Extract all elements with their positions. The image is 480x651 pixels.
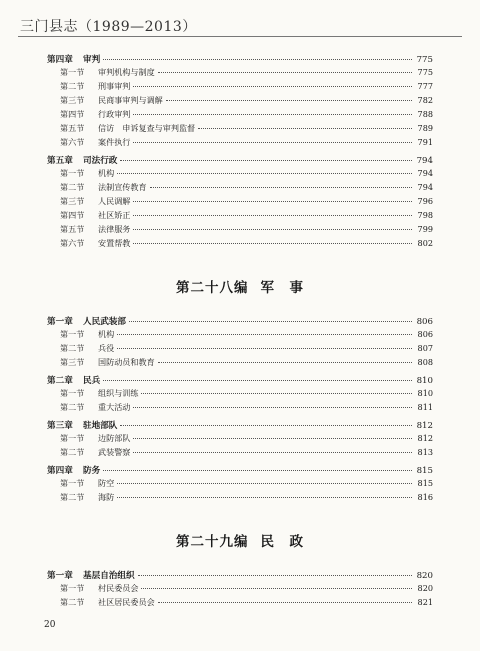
dot-leader — [158, 72, 412, 73]
page-ref: 802 — [417, 238, 433, 248]
section-title: 信访 申诉复查与审判监督 — [98, 123, 196, 133]
section-title: 海防 — [98, 492, 115, 502]
section-title: 法律服务 — [98, 224, 131, 234]
page-ref: 794 — [417, 182, 433, 192]
dot-leader — [117, 173, 412, 174]
page-ref: 810 — [416, 376, 433, 386]
section-number: 第二节 — [60, 492, 85, 502]
part-label: 第二十九编 — [176, 534, 249, 550]
page-ref: 811 — [417, 402, 433, 412]
page-ref: 794 — [416, 156, 433, 166]
header-rule — [18, 36, 462, 37]
page-ref: 806 — [416, 317, 433, 327]
page-ref: 808 — [417, 357, 433, 367]
section-title: 人民调解 — [98, 196, 131, 206]
page-ref: 820 — [416, 571, 433, 581]
page-ref: 815 — [417, 478, 433, 488]
chapter-number: 第二章 — [47, 376, 73, 386]
page-ref: 820 — [417, 583, 433, 593]
chapter-title: 司法行政 — [83, 156, 118, 166]
toc-section[interactable] — [47, 357, 433, 371]
dot-leader — [117, 497, 412, 498]
section-title: 审判机构与制度 — [98, 67, 155, 77]
section-number: 第一节 — [60, 168, 85, 178]
part-label: 第二十八编 — [176, 280, 249, 296]
toc-chapter[interactable] — [47, 419, 433, 433]
dot-leader — [166, 100, 412, 101]
toc-section[interactable] — [47, 478, 433, 492]
section-number: 第三节 — [60, 357, 85, 367]
section-number: 第一节 — [60, 67, 85, 77]
page-ref: 816 — [417, 492, 433, 502]
dot-leader — [129, 321, 412, 322]
toc-section[interactable] — [47, 343, 433, 357]
toc-section[interactable] — [47, 597, 433, 611]
page-ref: 789 — [417, 123, 433, 133]
section-title: 案件执行 — [98, 137, 131, 147]
running-header: 三门县志（1989—2013） — [20, 19, 197, 35]
dot-leader — [133, 229, 412, 230]
dot-leader — [138, 575, 412, 576]
toc-section[interactable] — [47, 95, 433, 109]
chapter-title: 基层自治组织 — [83, 571, 135, 581]
section-title: 重大活动 — [98, 402, 131, 412]
section-title: 兵役 — [98, 343, 115, 353]
section-number: 第二节 — [60, 597, 85, 607]
section-title: 机构 — [98, 168, 115, 178]
table-of-contents — [47, 50, 433, 611]
chapter-number: 第五章 — [47, 156, 73, 166]
dot-leader — [158, 602, 412, 603]
section-title: 民商事审判与调解 — [98, 95, 163, 105]
page-ref: 788 — [417, 109, 433, 119]
section-title: 组织与训练 — [98, 388, 139, 398]
toc-section[interactable] — [47, 583, 433, 597]
dot-leader — [103, 380, 412, 381]
dot-leader — [198, 128, 412, 129]
page-ref: 791 — [417, 137, 433, 147]
part-spacer — [47, 506, 433, 530]
dot-leader — [133, 201, 412, 202]
toc-section[interactable] — [47, 224, 433, 238]
toc-chapter[interactable] — [47, 53, 433, 67]
section-number: 第一节 — [60, 583, 85, 593]
part-spacer — [47, 294, 433, 312]
page-ref: 794 — [417, 168, 433, 178]
dot-leader — [103, 470, 412, 471]
dot-leader — [117, 334, 412, 335]
page-ref: 796 — [417, 196, 433, 206]
dot-leader — [117, 348, 412, 349]
section-number: 第二节 — [60, 402, 85, 412]
toc-section[interactable] — [47, 168, 433, 182]
toc-section[interactable] — [47, 109, 433, 123]
part-spacer — [47, 548, 433, 566]
toc-chapter[interactable] — [47, 464, 433, 478]
page-ref: 777 — [417, 81, 433, 91]
toc-section[interactable] — [47, 492, 433, 506]
section-number: 第四节 — [60, 210, 85, 220]
chapter-title: 驻地部队 — [83, 421, 118, 431]
part-title: 民 政 — [260, 534, 304, 550]
toc-section[interactable] — [47, 433, 433, 447]
toc-chapter[interactable] — [47, 374, 433, 388]
toc-section[interactable] — [47, 238, 433, 252]
section-number: 第二节 — [60, 343, 85, 353]
dot-leader — [103, 59, 412, 60]
section-title: 安置帮教 — [98, 238, 131, 248]
chapter-title: 人民武装部 — [83, 317, 126, 327]
part-heading — [47, 530, 433, 548]
section-title: 刑事审判 — [98, 81, 131, 91]
toc-chapter[interactable] — [47, 569, 433, 583]
toc-section[interactable] — [47, 402, 433, 416]
page-ref: 821 — [417, 597, 433, 607]
section-title: 社区矫正 — [98, 210, 131, 220]
part-spacer — [47, 252, 433, 276]
dot-leader — [158, 362, 412, 363]
section-title: 防空 — [98, 478, 115, 488]
section-title: 机构 — [98, 329, 115, 339]
toc-section[interactable] — [47, 196, 433, 210]
page-ref: 812 — [417, 433, 433, 443]
chapter-title: 审判 — [83, 55, 101, 65]
part-title: 军 事 — [260, 280, 304, 296]
chapter-number: 第三章 — [47, 421, 73, 431]
section-number: 第二节 — [60, 182, 85, 192]
chapter-number: 第四章 — [47, 466, 73, 476]
section-number: 第五节 — [60, 123, 85, 133]
toc-chapter[interactable] — [47, 154, 433, 168]
page-ref: 807 — [417, 343, 433, 353]
toc-section[interactable] — [47, 123, 433, 137]
chapter-number: 第一章 — [47, 317, 73, 327]
section-number: 第六节 — [60, 137, 85, 147]
toc-section[interactable] — [47, 137, 433, 151]
dot-leader — [133, 452, 412, 453]
dot-leader — [150, 187, 412, 188]
section-number: 第一节 — [60, 433, 85, 443]
toc-section[interactable] — [47, 210, 433, 224]
part-heading — [47, 276, 433, 294]
toc-section[interactable] — [47, 182, 433, 196]
section-number: 第四节 — [60, 109, 85, 119]
page-number: 20 — [44, 620, 56, 630]
toc-section[interactable] — [47, 388, 433, 402]
toc-chapter[interactable] — [47, 315, 433, 329]
section-title: 村民委员会 — [98, 583, 139, 593]
section-title: 边防部队 — [98, 433, 131, 443]
toc-section[interactable] — [47, 329, 433, 343]
toc-section[interactable] — [47, 67, 433, 81]
section-number: 第二节 — [60, 81, 85, 91]
page-ref: 798 — [417, 210, 433, 220]
dot-leader — [133, 407, 412, 408]
toc-section[interactable] — [47, 81, 433, 95]
dot-leader — [133, 215, 412, 216]
section-number: 第一节 — [60, 329, 85, 339]
section-title: 武装警察 — [98, 447, 131, 457]
section-title: 行政审判 — [98, 109, 131, 119]
section-number: 第一节 — [60, 478, 85, 488]
toc-section[interactable] — [47, 447, 433, 461]
dot-leader — [120, 160, 412, 161]
section-number: 第三节 — [60, 196, 85, 206]
chapter-number: 第四章 — [47, 55, 73, 65]
chapter-number: 第一章 — [47, 571, 73, 581]
dot-leader — [133, 114, 412, 115]
dot-leader — [141, 393, 412, 394]
page-ref: 806 — [417, 329, 433, 339]
page-ref: 799 — [417, 224, 433, 234]
section-number: 第六节 — [60, 238, 85, 248]
dot-leader — [133, 142, 412, 143]
chapter-title: 民兵 — [83, 376, 101, 386]
page-ref: 812 — [416, 421, 433, 431]
section-number: 第一节 — [60, 388, 85, 398]
page-ref: 813 — [417, 447, 433, 457]
page-ref: 810 — [417, 388, 433, 398]
page-ref: 775 — [417, 67, 433, 77]
section-number: 第五节 — [60, 224, 85, 234]
chapter-title: 防务 — [83, 466, 101, 476]
section-title: 社区居民委员会 — [98, 597, 155, 607]
section-title: 国防动员和教育 — [98, 357, 155, 367]
dot-leader — [141, 588, 412, 589]
section-number: 第三节 — [60, 95, 85, 105]
page-ref: 815 — [416, 466, 433, 476]
dot-leader — [117, 483, 412, 484]
section-title: 法制宣传教育 — [98, 182, 147, 192]
dot-leader — [120, 425, 412, 426]
section-number: 第二节 — [60, 447, 85, 457]
dot-leader — [133, 86, 412, 87]
dot-leader — [133, 243, 412, 244]
dot-leader — [133, 438, 412, 439]
page-ref: 775 — [416, 55, 433, 65]
page-ref: 782 — [417, 95, 433, 105]
